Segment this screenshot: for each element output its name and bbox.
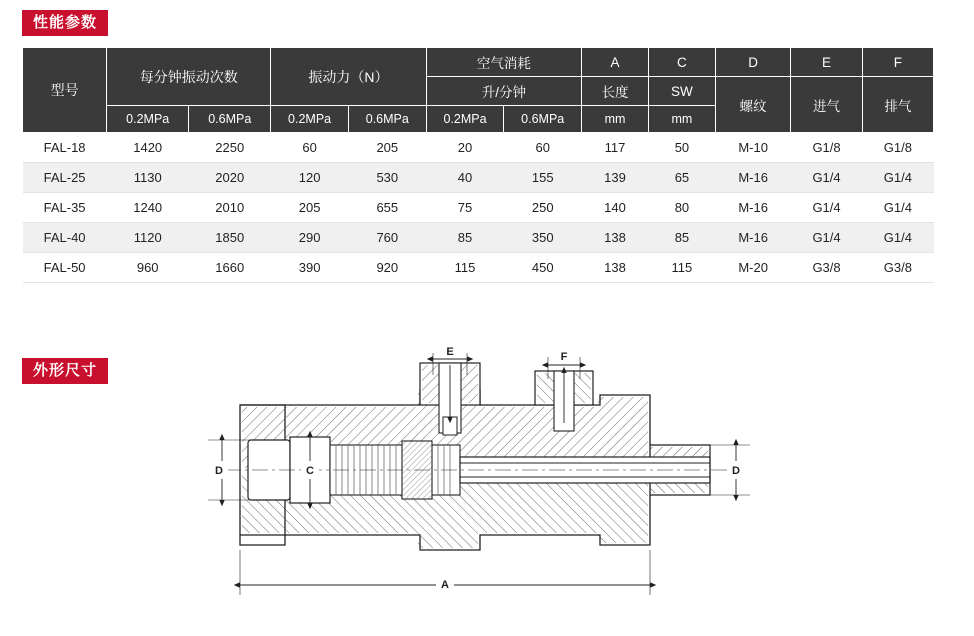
- cell-freq-06: 2250: [189, 133, 271, 163]
- cell-c: 50: [648, 133, 715, 163]
- cell-air-06: 350: [504, 223, 582, 253]
- header-air-consumption-line1: 空气消耗: [426, 48, 581, 77]
- cell-a: 138: [582, 223, 649, 253]
- cell-e: G1/8: [791, 133, 862, 163]
- header-c: C: [648, 48, 715, 77]
- cell-d: M-10: [715, 133, 791, 163]
- cell-force-02: 60: [271, 133, 349, 163]
- header-d-sub: 螺纹: [715, 77, 791, 133]
- cell-freq-06: 1660: [189, 253, 271, 283]
- cell-air-06: 60: [504, 133, 582, 163]
- cell-freq-02: 1120: [107, 223, 189, 253]
- table-row: [23, 133, 934, 163]
- section-title-performance: 性能参数: [22, 10, 108, 36]
- cell-air-02: 75: [426, 193, 504, 223]
- dimension-label-c: C: [306, 465, 314, 477]
- cell-freq-02: 1130: [107, 163, 189, 193]
- header-force: 振动力（N）: [271, 48, 426, 106]
- cell-freq-02: 1420: [107, 133, 189, 163]
- cell-air-06: 155: [504, 163, 582, 193]
- cell-f: G3/8: [862, 253, 933, 283]
- cell-air-06: 450: [504, 253, 582, 283]
- cell-a: 139: [582, 163, 649, 193]
- performance-table: [22, 47, 934, 283]
- cell-force-06: 920: [348, 253, 426, 283]
- cell-e: G3/8: [791, 253, 862, 283]
- table-row: [23, 253, 934, 283]
- table-header-row-1: [23, 48, 934, 77]
- table-row: [23, 163, 934, 193]
- cell-d: M-16: [715, 193, 791, 223]
- header-c-unit: mm: [648, 106, 715, 133]
- cell-air-02: 20: [426, 133, 504, 163]
- cell-d: M-16: [715, 163, 791, 193]
- cell-freq-02: 1240: [107, 193, 189, 223]
- header-frequency: 每分钟振动次数: [107, 48, 271, 106]
- header-a: A: [582, 48, 649, 77]
- header-air-02mpa: 0.2MPa: [426, 106, 504, 133]
- cell-e: G1/4: [791, 223, 862, 253]
- performance-table-wrapper: [22, 47, 934, 283]
- header-freq-02mpa: 0.2MPa: [107, 106, 189, 133]
- dimension-a: [240, 550, 650, 595]
- cell-f: G1/4: [862, 163, 933, 193]
- cell-freq-06: 2010: [189, 193, 271, 223]
- cell-d: M-16: [715, 223, 791, 253]
- dimension-label-a: A: [441, 579, 449, 591]
- dimension-drawing: [180, 345, 820, 625]
- header-force-06mpa: 0.6MPa: [348, 106, 426, 133]
- header-model: 型号: [23, 48, 107, 133]
- cell-c: 65: [648, 163, 715, 193]
- cell-freq-06: 1850: [189, 223, 271, 253]
- cell-f: G1/4: [862, 193, 933, 223]
- header-d: D: [715, 48, 791, 77]
- cell-air-02: 85: [426, 223, 504, 253]
- cell-f: G1/8: [862, 133, 933, 163]
- table-row: [23, 223, 934, 253]
- cell-air-06: 250: [504, 193, 582, 223]
- table-row: [23, 193, 934, 223]
- header-air-consumption-line2: 升/分钟: [426, 77, 581, 106]
- header-air-06mpa: 0.6MPa: [504, 106, 582, 133]
- header-f-sub: 排气: [862, 77, 933, 133]
- header-freq-06mpa: 0.6MPa: [189, 106, 271, 133]
- cell-force-06: 760: [348, 223, 426, 253]
- dimension-label-d-right: D: [732, 465, 740, 477]
- cell-model: FAL-18: [23, 133, 107, 163]
- cell-c: 115: [648, 253, 715, 283]
- cell-c: 85: [648, 223, 715, 253]
- dimension-label-f: F: [560, 351, 568, 363]
- cell-force-02: 120: [271, 163, 349, 193]
- cell-c: 80: [648, 193, 715, 223]
- cell-model: FAL-25: [23, 163, 107, 193]
- cell-force-02: 390: [271, 253, 349, 283]
- header-a-unit: mm: [582, 106, 649, 133]
- cell-air-02: 115: [426, 253, 504, 283]
- cell-force-06: 205: [348, 133, 426, 163]
- cell-model: FAL-50: [23, 253, 107, 283]
- vibrator-cross-section-diagram: [180, 345, 820, 625]
- header-e: E: [791, 48, 862, 77]
- header-force-02mpa: 0.2MPa: [271, 106, 349, 133]
- header-f: F: [862, 48, 933, 77]
- cell-model: FAL-35: [23, 193, 107, 223]
- cell-model: FAL-40: [23, 223, 107, 253]
- cell-e: G1/4: [791, 163, 862, 193]
- cell-d: M-20: [715, 253, 791, 283]
- cell-a: 140: [582, 193, 649, 223]
- cell-f: G1/4: [862, 223, 933, 253]
- cell-force-06: 655: [348, 193, 426, 223]
- cell-e: G1/4: [791, 193, 862, 223]
- cell-force-06: 530: [348, 163, 426, 193]
- cell-air-02: 40: [426, 163, 504, 193]
- dimension-label-e: E: [446, 346, 454, 358]
- header-c-sub: SW: [648, 77, 715, 106]
- header-a-sub: 长度: [582, 77, 649, 106]
- cell-a: 138: [582, 253, 649, 283]
- section-title-dimension: 外形尺寸: [22, 358, 108, 384]
- cell-force-02: 290: [271, 223, 349, 253]
- cell-freq-06: 2020: [189, 163, 271, 193]
- cell-freq-02: 960: [107, 253, 189, 283]
- dimension-label-d-left: D: [215, 465, 223, 477]
- cell-a: 117: [582, 133, 649, 163]
- header-e-sub: 进气: [791, 77, 862, 133]
- cell-force-02: 205: [271, 193, 349, 223]
